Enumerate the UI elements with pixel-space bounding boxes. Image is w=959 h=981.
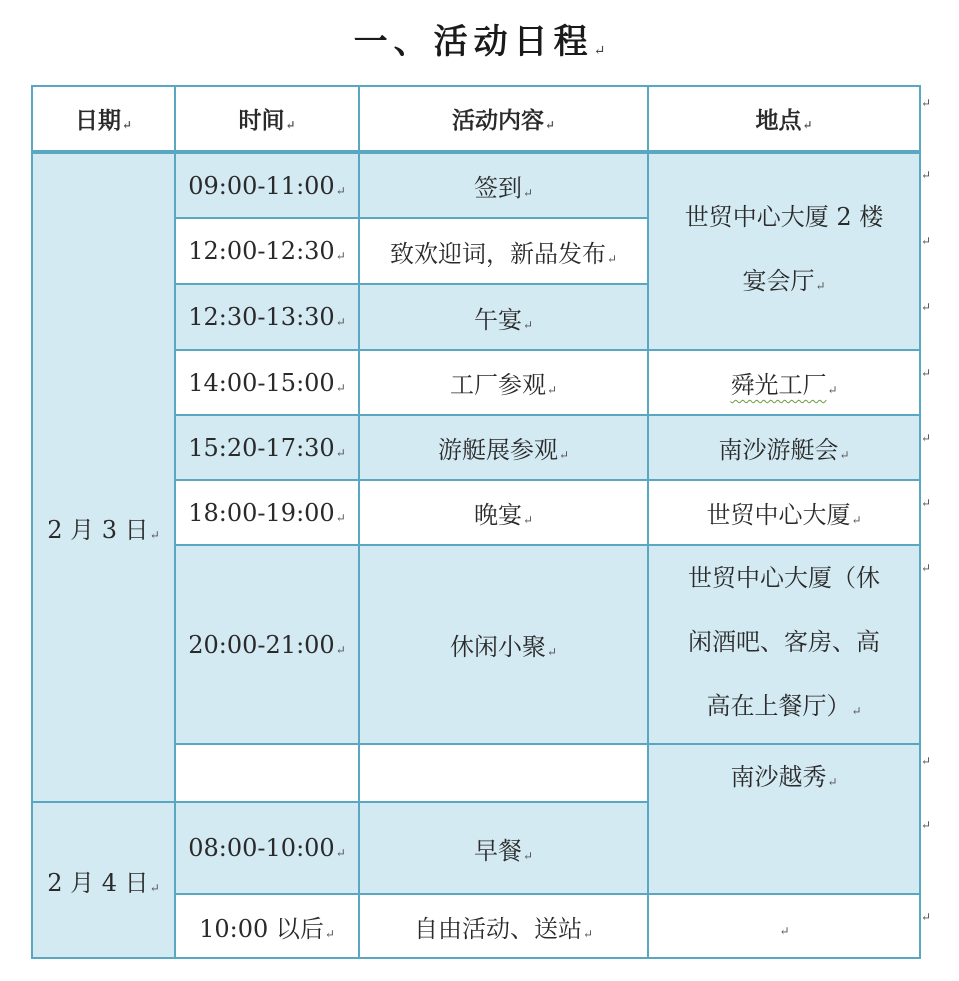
row-end-mark-icon: ↵	[921, 496, 932, 510]
time-cell: 15:20-17:30↵	[175, 415, 359, 480]
content-cell: 午宴↵	[359, 284, 648, 350]
header-content: 活动内容↵	[359, 86, 648, 152]
row-end-marks	[921, 0, 933, 981]
page-title	[0, 14, 959, 63]
time-cell: 14:00-15:00↵	[175, 350, 359, 415]
time-cell: 08:00-10:00↵	[175, 802, 359, 894]
header-row	[32, 86, 920, 152]
header-date: 日期↵	[32, 86, 175, 152]
row-end-mark-icon: ↵	[921, 168, 932, 182]
content-cell: 早餐↵	[359, 802, 648, 894]
location-cell: 世贸中心大厦 2 楼 宴会厅↵	[648, 152, 920, 350]
location-cell: 舜光工厂↵	[648, 350, 920, 415]
row-end-mark-icon: ↵	[921, 818, 932, 832]
time-cell: 10:00 以后↵	[175, 894, 359, 958]
row-end-mark-icon: ↵	[921, 234, 932, 248]
table-row	[32, 802, 920, 894]
location-cell: 世贸中心大厦（休 闲酒吧、客房、高 高在上餐厅）↵	[648, 545, 920, 744]
header-time: 时间↵	[175, 86, 359, 152]
time-cell: 12:00-12:30↵	[175, 218, 359, 284]
location-cell: 南沙游艇会↵	[648, 415, 920, 480]
row-end-mark-icon: ↵	[921, 431, 932, 445]
row-end-mark-icon: ↵	[921, 366, 932, 380]
date-cell: 2 月 3 日↵	[32, 152, 175, 902]
content-cell: 签到↵	[359, 152, 648, 218]
row-end-mark-icon: ↵	[921, 96, 932, 110]
location-cell: 南沙越秀↵	[648, 744, 920, 902]
row-end-mark-icon: ↵	[921, 910, 932, 924]
location-cell: 世贸中心大厦↵	[648, 480, 920, 545]
location-cell: ↵	[648, 894, 920, 958]
time-cell: 20:00-21:00↵	[175, 545, 359, 744]
table-row	[32, 152, 920, 218]
date-cell: 2 月 4 日↵	[32, 802, 175, 958]
header-location: 地点↵	[648, 86, 920, 152]
content-cell: 致欢迎词，新品发布↵	[359, 218, 648, 284]
time-cell: 09:00-11:00↵	[175, 152, 359, 218]
row-end-mark-icon: ↵	[921, 561, 932, 575]
content-cell: 工厂参观↵	[359, 350, 648, 415]
row-end-mark-icon: ↵	[921, 754, 932, 768]
time-cell: 12:30-13:30↵	[175, 284, 359, 350]
schedule-table-day2	[31, 801, 921, 959]
time-cell: 18:00-19:00↵	[175, 480, 359, 545]
location-cell-continued	[648, 802, 920, 894]
row-end-mark-icon: ↵	[921, 300, 932, 314]
content-cell: 游艇展参观↵	[359, 415, 648, 480]
content-cell: 休闲小聚↵	[359, 545, 648, 744]
schedule-table	[31, 85, 921, 903]
content-cell: 晚宴↵	[359, 480, 648, 545]
page-title-text: 一、活动日程	[353, 22, 594, 62]
paragraph-mark-icon: ↵	[593, 43, 606, 59]
content-cell: 自由活动、送站↵	[359, 894, 648, 958]
